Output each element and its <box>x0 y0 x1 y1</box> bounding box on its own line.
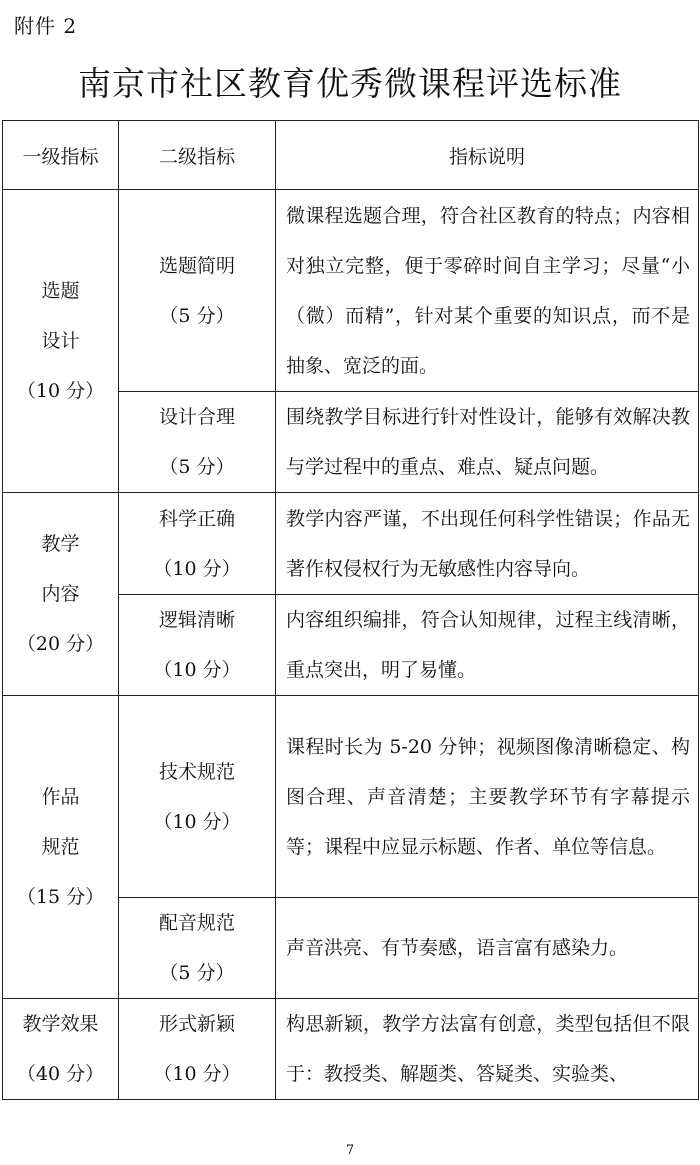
level1-score: （10 分） <box>16 380 105 402</box>
level1-cell <box>3 696 119 999</box>
attachment-label: 附件 2 <box>14 14 78 38</box>
level2-name: 逻辑清晰 <box>158 609 235 631</box>
level1-score: （15 分） <box>16 886 105 908</box>
level2-cell <box>119 595 276 696</box>
level2-score: （5 分） <box>159 962 235 984</box>
level1-cell <box>3 999 119 1100</box>
table-row <box>3 493 699 595</box>
level2-cell <box>119 392 276 493</box>
page-number: 7 <box>345 1143 355 1158</box>
header-level2: 二级指标 <box>119 121 276 190</box>
level2-cell <box>119 190 276 392</box>
level2-name: 技术规范 <box>158 760 235 783</box>
level1-cell <box>3 190 119 493</box>
level2-score: （10 分） <box>153 1063 241 1085</box>
level2-cell <box>119 898 276 999</box>
description-cell: 内容组织编排，符合认知规律，过程主线清晰，重点突出，明了易懂。 <box>276 595 699 696</box>
header-description: 指标说明 <box>276 121 699 190</box>
level2-cell <box>119 999 276 1100</box>
level1-cell <box>3 493 119 696</box>
criteria-table <box>2 120 699 1100</box>
description-cell: 围绕教学目标进行针对性设计，能够有效解决教与学过程中的重点、难点、疑点问题。 <box>276 392 699 493</box>
header-level1: 一级指标 <box>3 121 119 190</box>
level2-name: 选题简明 <box>158 254 235 277</box>
level2-cell <box>119 696 276 898</box>
level2-name: 设计合理 <box>158 406 235 428</box>
description-cell: 微课程选题合理，符合社区教育的特点；内容相对独立完整，便于零碎时间自主学习；尽量“小（微）而精”，针对某个重要的知识点，而不是抽象、宽泛的面。 <box>276 190 699 392</box>
level2-score: （10 分） <box>153 557 241 580</box>
level2-score: （5 分） <box>159 304 235 327</box>
table-row <box>3 190 699 392</box>
page-title: 南京市社区教育优秀微课程评选标准 <box>78 64 622 103</box>
level2-name: 形式新颖 <box>158 1013 235 1035</box>
level1-name-part: 教学 <box>41 533 80 555</box>
level2-name: 配音规范 <box>158 912 235 934</box>
description-cell: 声音洪亮、有节奏感，语言富有感染力。 <box>276 898 699 999</box>
table-header-row <box>3 121 699 190</box>
level1-name-part: 教学效果 <box>22 1013 99 1035</box>
level1-name-part: 内容 <box>41 583 80 605</box>
level2-cell <box>119 493 276 595</box>
level1-score: （40 分） <box>16 1063 105 1085</box>
level1-name-part: 设计 <box>41 330 80 352</box>
level2-name: 科学正确 <box>158 507 235 530</box>
level2-score: （5 分） <box>159 456 235 478</box>
description-cell: 构思新颖，教学方法富有创意，类型包括但不限于：教授类、解题类、答疑类、实验类、 <box>276 999 699 1100</box>
level1-name-part: 作品 <box>41 786 80 808</box>
level1-score: （20 分） <box>16 633 105 655</box>
level1-name-part: 规范 <box>41 836 80 858</box>
description-cell: 课程时长为 5-20 分钟；视频图像清晰稳定、构图合理、声音清楚；主要教学环节有字幕提示等；课程中应显示标题、作者、单位等信息。 <box>276 696 699 898</box>
level1-name-part: 选题 <box>41 280 80 302</box>
level2-score: （10 分） <box>153 810 241 833</box>
table-row <box>3 999 699 1100</box>
level2-score: （10 分） <box>153 659 241 681</box>
description-cell: 教学内容严谨，不出现任何科学性错误；作品无著作权侵权行为无敏感性内容导向。 <box>276 493 699 595</box>
table-row <box>3 696 699 898</box>
